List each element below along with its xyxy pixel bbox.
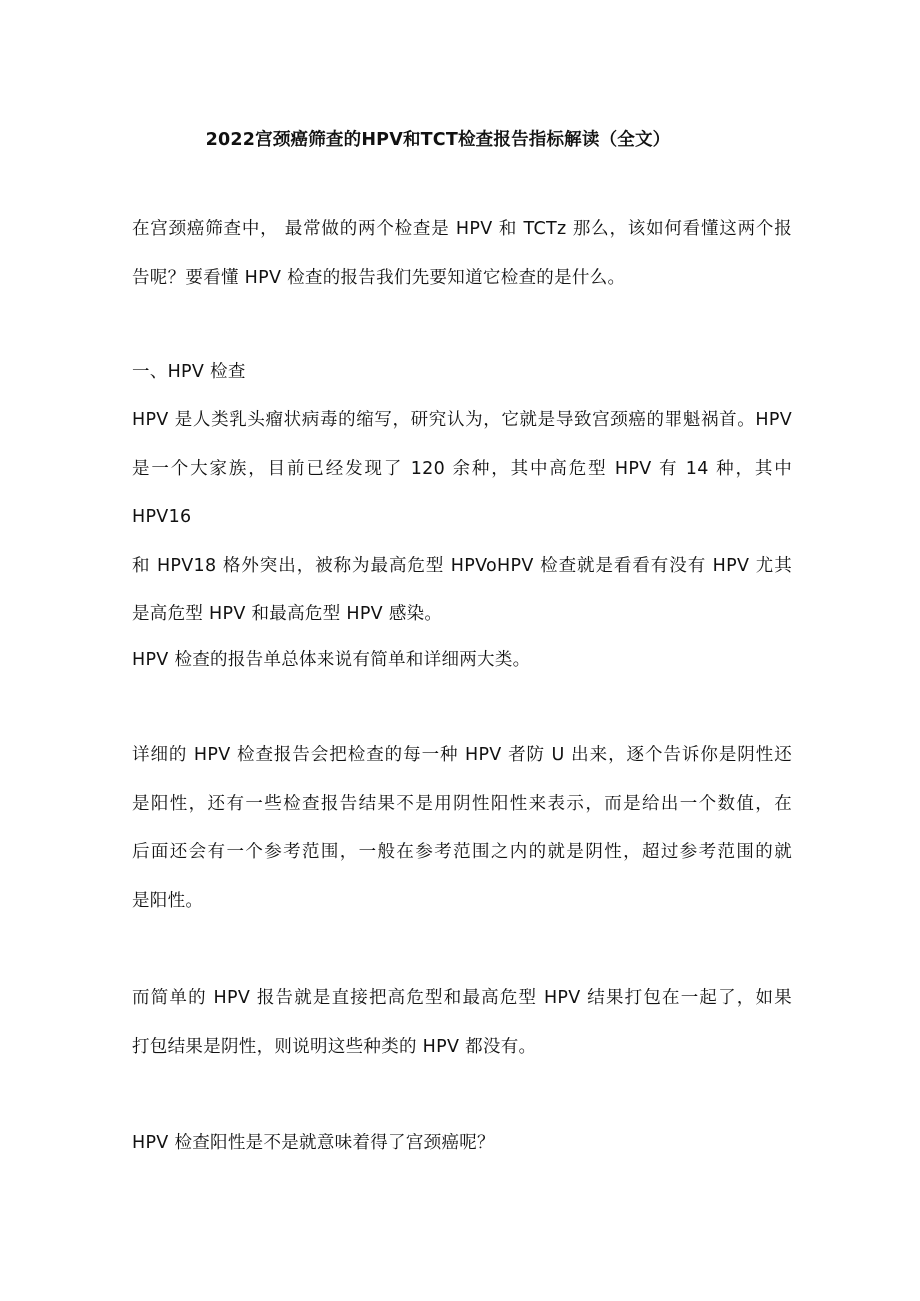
section-heading-hpv bbox=[132, 348, 792, 397]
detailed-report-line-4: 是阳性。 bbox=[132, 890, 204, 911]
detailed-report-line-3: 后面还会有一个参考范围，一般在参考范围之内的就是阴性，超过参考范围的就 bbox=[132, 842, 792, 862]
hpv-description-line-3: 和 HPV18 格外突出，被称为最高危型 HPVoHPV 检查就是看看有没有 HPV 尤其 bbox=[132, 555, 792, 576]
section-heading-text: 一、HPV 检查 bbox=[132, 362, 246, 382]
hpv-description-line-2: 是一个大家族，目前已经发现了 120 余种，其中高危型 HPV 有 14 种，其中 HPV16 bbox=[132, 458, 792, 527]
intro-line-1: 在宫颈癌筛查中， 最常做的两个检查是 HPV 和 TCTz 那么，该如何看懂这两个报 bbox=[132, 219, 792, 239]
question-line: HPV 检查阳性是不是就意味着得了宫颈癌呢？ bbox=[132, 1133, 495, 1153]
intro-paragraph bbox=[132, 205, 792, 302]
intro-line-2: 告呢？要看懂 HPV 检查的报告我们先要知道它检查的是什么。 bbox=[132, 267, 626, 288]
document-title: 2022宫颈癌筛查的HPV和TCT检查报告指标解读（全文） bbox=[205, 130, 671, 150]
simple-report-line-2: 打包结果是阴性，则说明这些种类的 HPV 都没有。 bbox=[132, 1036, 537, 1057]
simple-report-line-1: 而简单的 HPV 报告就是直接把高危型和最高危型 HPV 结果打包在一起了，如果 bbox=[132, 988, 792, 1008]
simple-report-paragraph bbox=[132, 974, 792, 1071]
question-paragraph bbox=[132, 1119, 792, 1168]
hpv-description-line-4: 是高危型 HPV 和最高危型 HPV 感染。 bbox=[132, 604, 443, 624]
detailed-report-line-1: 详细的 HPV 检查报告会把检查的每一种 HPV 者防 U 出来，逐个告诉你是阴性还 bbox=[132, 745, 792, 765]
detailed-report-paragraph bbox=[132, 731, 792, 925]
report-types-line: HPV 检查的报告单总体来说有简单和详细两大类。 bbox=[132, 650, 531, 670]
hpv-description-paragraph bbox=[132, 396, 792, 639]
report-types-paragraph bbox=[132, 636, 792, 685]
detailed-report-line-2: 是阳性，还有一些检查报告结果不是用阴性阳性来表示，而是给出一个数值，在 bbox=[132, 793, 792, 814]
hpv-description-line-1: HPV 是人类乳头瘤状病毒的缩写，研究认为，它就是导致宫颈癌的罪魁祸首。HPV bbox=[132, 410, 792, 430]
